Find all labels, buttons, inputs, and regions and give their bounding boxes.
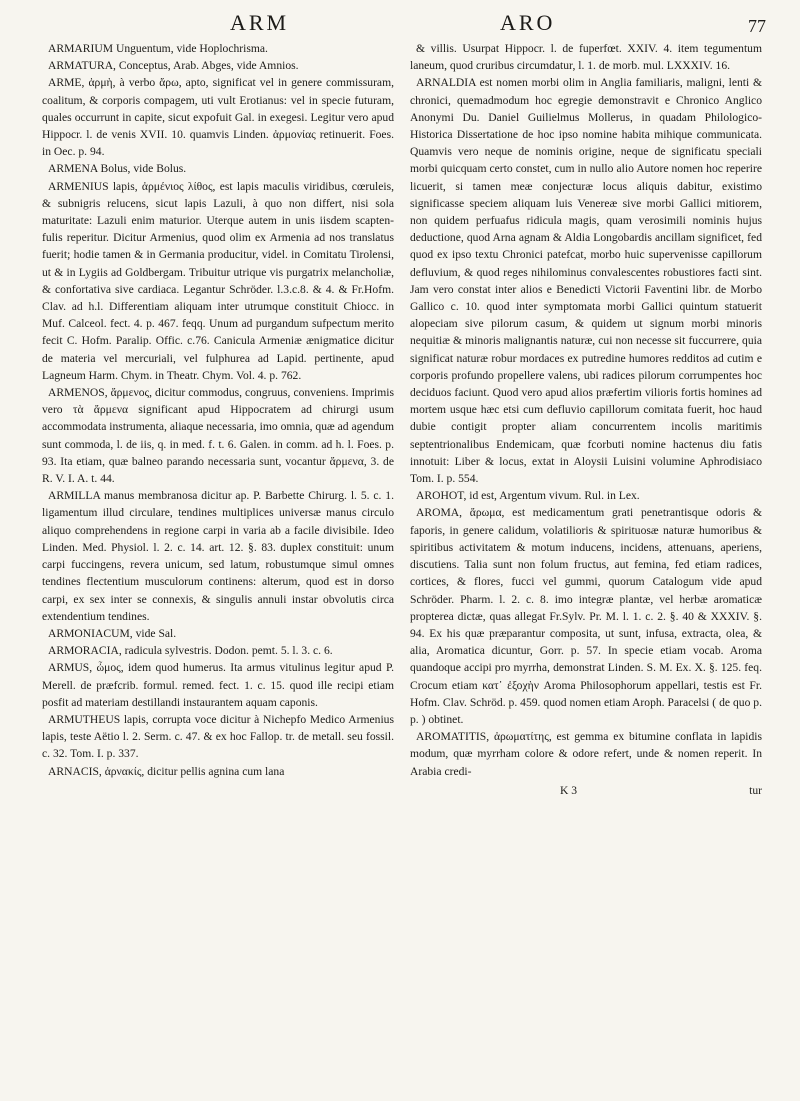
entry-aroma: AROMA, ἄρωμα, est medicamentum grati penetrantisque odoris & faporis, in genere calidum, volatilioris & spirituosæ naturæ humoribus & spiritibus activitatem & motum inducens, incidens, attenuans, aperiens, discutiens. Talia sunt non folum fructus, aut femina, fed etiam radices, cortices, & flores, fucci vel gummi, quorum Catalogum vide apud Schröder. Pharm. l. 2. c. 8. imo integræ plantæ, vel herbæ aromaticæ propterea dictæ, quas allegat Fr.Sylv. Pr. M. l. 1. c. 2. §. 40 & XXXIV. §. 94. Ex his quæ præparantur composita, ut sunt, infusa, extracta, olea, & alia, Aromatica dicuntur, Gorr. p. 57. In specie etiam vocab. Aroma quandoque accipi pro myrrha, demonstrat Linden. S. M. Ex. X. §. 125. feq. Crocum etiam κατ᾽ ἐξοχὴν Aroma Philosophorum appellari, testis est Fr. Hofm. Clav. Schröd. p. 459. quod nomen etiam Aroph. Paracelsi ( de quo p. p. ) obtinet. bbox=[410, 506, 762, 726]
entry-arnaldia: ARNALDIA est nomen morbi olim in Anglia familiaris, maligni, lenti & chronici, quemadmodum hoc egregie demonstravit e Chronico Anglico Anonymi Du. Daniel Guilielmus Mollerus, in quadam Philologico-Historica Dissertatione de hoc ipso nomine habita mihique communicata. Quamvis vero neque de nominis origine, neque de significatu speciali morbi quicquam certo constet, cum in nullo alio Autore nomen hoc reperire licuerit, si tamen meæ conjecturæ locus aliquis dabitur, existimo significasse speciem aliquam luis Venereæ sive morbi Gallici mitiorem, non quidem perfuafus ridicula magis, quam verosimili nominis hujus deductione, quod Arna agnam & Aldia Longobardis ancillam significet, fed quod ex ipso textu Chronici patefcat, morbo huic supervenisse capillorum defluvium, & quod reges nihilominus convalescentes robustiores facti sint. Jam vero constat inter alios e Benedicti Victorii Faventini libr. de Morbo Gallico c. 10. quod inter symptomata morbi Gallici quintum statuerit alopeciam sive pilorum casum, & quidem ut signum morbi minoris nequitiæ & minoris malignantis naturæ, cui non necesse sit fuccurrere, quia significat naturæ robur mordaces ex putredine humores redditos ad cutim e corporis profundo propellere valens, ubi radices pilorum corrumpentes hoc deciduos faciunt. Quod vero apud alios præfertim vilioris fortis homines ad mortem usque hæc etsi cum defluvio capillorum comitata fuerit, hoc haud dubie contigit propter aliam concurrentem incolis maritimis septentrionalibus Endemicam, quæ fcorbuti nomine hactenus diu fatis innotuit: Liber & locus, extat in Aloysii Luisini volumine Aphrodisiaco Tom. I. p. 554. bbox=[410, 76, 762, 486]
entry-armutheus: ARMUTHEUS lapis, corrupta voce dicitur à Nichepfo Medico Armenius lapis, teste Aëtio l. 2. Serm. c. 47. & ex hoc Fallop. tr. de metall. seu fossil. c. 32. Tom. I. p. 337. bbox=[42, 712, 394, 761]
entry-armoracia: ARMORACIA, radicula sylvestris. Dodon. pemt. 5. l. 3. c. 6. bbox=[48, 644, 333, 658]
entry-arnacis-continued: & villis. Usurpat Hippocr. l. de fuperfœt. XXIV. 4. item tegumentum laneum, quod cruribus circumdatur, l. 1. de morb. mul. LXXXIV. 16. bbox=[410, 42, 762, 73]
page-footer bbox=[410, 782, 762, 800]
header-right: ARO bbox=[500, 10, 556, 35]
left-column bbox=[42, 40, 394, 780]
right-column bbox=[410, 40, 762, 800]
entry-armilla: ARMILLA manus membranosa dicitur ap. P. Barbette Chirurg. l. 5. c. 1. ligamentum illud circulare, tendines multiplices universæ manus circulo aliquo comprehendens in regione carpi in varia ab a facile divisibile. Ideo Linden. Med. Physiol. l. 2. c. 14. art. 12. §. 83. duplex constituit: unum carpi fuccingens, revera unicum, sed latum, robustumque simul omnes tendines flectentium musculorum continens: alterum, quod est in dorso carpi, ex sex inter se connexis, & singulis annuli instar obvolutis circa extendentium tendines. bbox=[42, 489, 394, 623]
entry-armenos: ARMENOS, ἄρμενος, dicitur commodus, congruus, conveniens. Imprimis vero τὰ ἄρμενα significant apud Hippocratem ad chirurgi usum accommodata instrumenta, aliaque necessaria, imo omnia, quæ ad agendum sunt commoda, l. de iis, q. in med. f. t. 6. Galen. in comm. ad h. l. Foes. p. 93. Ita etiam, quæ balneo parando necessaria sunt, vocantur ἄρμενα, 3. de R. V. I. A. t. 44. bbox=[42, 386, 394, 486]
entry-armena: ARMENA Bolus, vide Bolus. bbox=[48, 162, 187, 176]
entry-armenius: ARMENIUS lapis, ἀρμένιος λίθος, est lapis maculis viridibus, cœruleis, & subnigris relucens, sicut lapis Lazuli, à quo non differt, nisi sola maturitate: Lazuli enim maturior. Uterque autem in unis iisdem scapten-fulis reperitur. Dicitur Armenius, quod olim ex Armenia ad nos translatus fuerit; hodie tamen & in Germania producitur, videl. in Comitatu Tirolensi, ut & in Lygiis ad Goldbergam. Tribuitur utrique vis purgatrix melancholiæ, & confortativa sive cardiaca. Legantur Schröder. l.3.c.8. & 4. & Fr.Hofm. Clav. ad h.l. Differentiam aliquam inter utrumque constituit Chiocc. in Muf. Calceol. fect. 4. p. 467. feqq. Unum ad purgandum sufpectum merito fecit C. Hofm. Paralip. Offic. c.76. Canicula Armeniæ ænigmatice dicitur de materia vel mercuriali, vel fulphurea ad Lapid. pertinente, apud Lagneum Harm. Chym. in Theatr. Chym. Vol. 4. p. 762. bbox=[42, 179, 394, 382]
entry-arohot: AROHOT, id est, Argentum vivum. Rul. in Lex. bbox=[416, 489, 640, 503]
catchword: tur bbox=[749, 783, 762, 797]
header-left: ARM bbox=[230, 10, 290, 35]
entry-aromatitis: AROMATITIS, ἀρωματίτης, est gemma ex bituminе conflata in lapidis modum, quæ myrrham colore & odore refert, unde & nomen reperit. In Arabia credi- bbox=[410, 730, 762, 778]
signature-mark: K 3 bbox=[560, 783, 578, 797]
entry-armus: ARMUS, ὦμος, idem quod humerus. Ita armus vitulinus legitur apud P. Merell. de præfcrib. formul. remed. fect. 1. c. 15. quod ille recipi etiam posfit ad materiam destillandi instaurantem aquam caponis. bbox=[42, 661, 394, 709]
entry-arnacis: ARNACIS, ἀρνακίς, dicitur pellis agnina cum lana bbox=[48, 764, 285, 778]
page-number: 77 bbox=[748, 16, 766, 36]
entry-armarium: ARMARIUM Unguentum, vide Hoplochrisma. bbox=[48, 42, 268, 55]
entry-armatura: ARMATURA, Conceptus, Arab. Abges, vide Amnios. bbox=[48, 59, 299, 73]
entry-arme: ARME, ἁρμὴ, à verbo ἄρω, apto, significat vel in genere commissuram, coalitum, & corporis compagem, uti vult Erotianus: vel in specie futuram, quales occurrunt in capite, sicut expofuit Gal. in exegesi. Legitur vero apud Hippocr. l. de venis XVII. 10. quamvis Linden. ἁρμονίας retinuerit. Foes. in Oec. p. 94. bbox=[42, 76, 394, 159]
entry-armoniacum: ARMONIACUM, vide Sal. bbox=[48, 626, 177, 640]
